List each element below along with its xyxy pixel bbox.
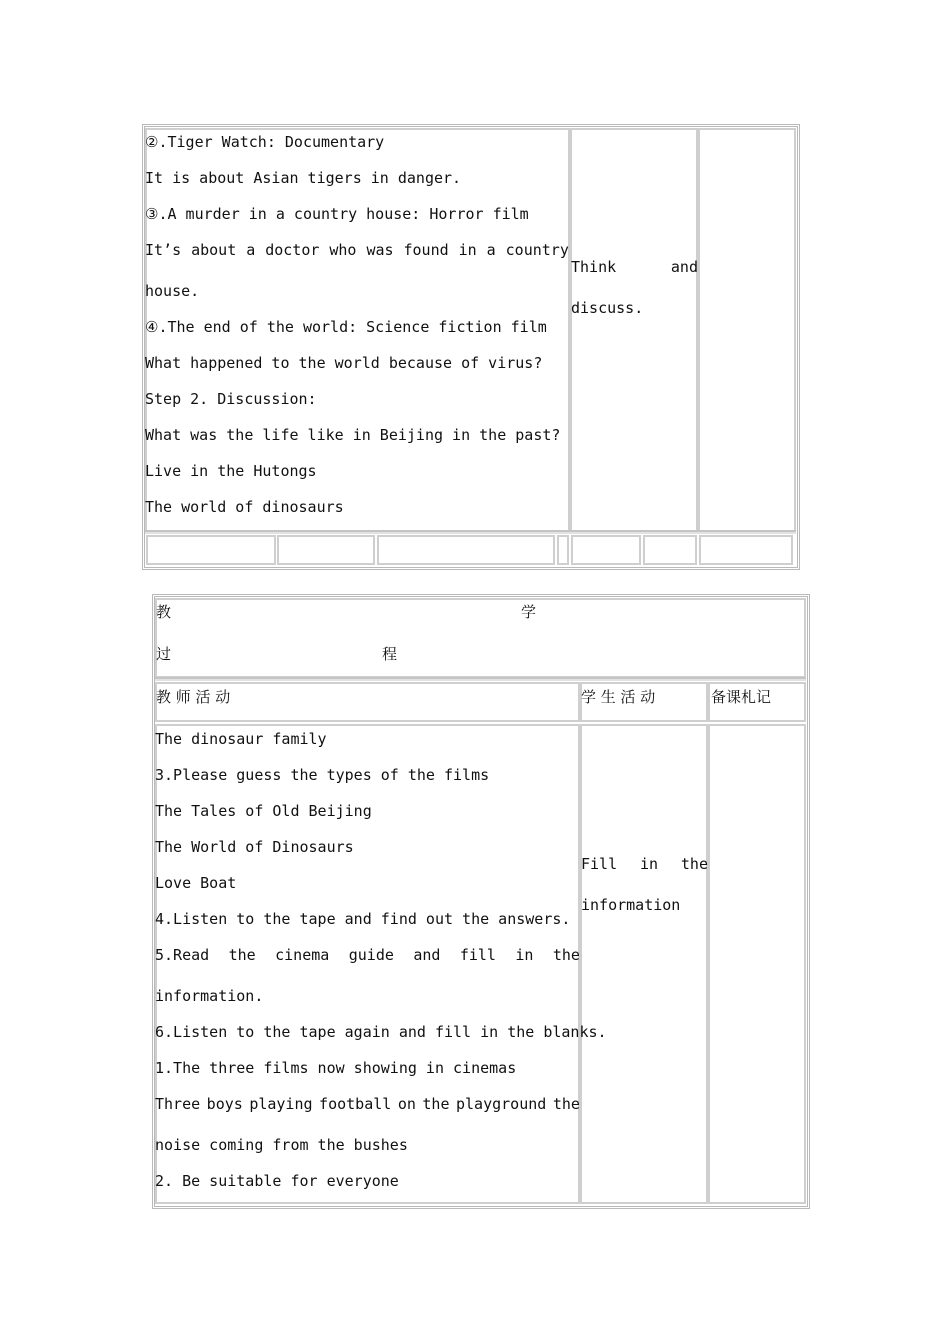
table-1-empty-cell bbox=[146, 535, 276, 565]
table-2-divider bbox=[155, 677, 806, 681]
student-activity-word: the bbox=[680, 855, 708, 873]
text-line: It is about Asian tigers in danger. bbox=[145, 169, 462, 187]
table-1-notes-cell bbox=[698, 128, 796, 532]
text-line: ②.Tiger Watch: Documentary bbox=[145, 133, 385, 151]
table-1-empty-cell bbox=[277, 535, 375, 565]
table-1-divider bbox=[145, 530, 796, 534]
table-1-empty-cell bbox=[557, 535, 569, 565]
table-2-header-cell bbox=[155, 598, 806, 678]
student-activity-line: discuss. bbox=[571, 299, 644, 317]
student-activity-line bbox=[571, 258, 698, 276]
word: playground bbox=[456, 1095, 547, 1113]
student-activity-line: information bbox=[581, 896, 681, 914]
column-header-notes: 备课札记 bbox=[711, 688, 772, 706]
text-line: information. bbox=[155, 987, 264, 1005]
student-activity-word: Think bbox=[571, 258, 617, 276]
word: in bbox=[515, 946, 534, 964]
student-activity-word: in bbox=[639, 855, 659, 873]
text-line: 3.Please guess the types of the films bbox=[155, 766, 490, 784]
table-1-empty-cell bbox=[643, 535, 697, 565]
text-line: Live in the Hutongs bbox=[145, 462, 317, 480]
column-header-teacher: 教 师 活 动 bbox=[156, 688, 231, 706]
word: cinema bbox=[275, 946, 330, 964]
text-line: The world of dinosaurs bbox=[145, 498, 344, 516]
text-line bbox=[155, 946, 580, 964]
table-1-empty-cell bbox=[571, 535, 641, 565]
text-line: ④.The end of the world: Science fiction film bbox=[145, 318, 547, 336]
text-line: What happened to the world because of virus? bbox=[145, 354, 543, 372]
word: found bbox=[403, 241, 449, 259]
text-line bbox=[145, 241, 569, 259]
text-line: What was the life like in Beijing in the past? bbox=[145, 426, 561, 444]
table-1-student-cell bbox=[570, 128, 698, 532]
table-1-empty-cell bbox=[699, 535, 793, 565]
word: 5.Read bbox=[155, 946, 210, 964]
word: the bbox=[228, 946, 256, 964]
text-line: Step 2. Discussion: bbox=[145, 390, 317, 408]
table-2-teacher-cell bbox=[155, 724, 580, 1204]
word: and bbox=[413, 946, 441, 964]
text-line bbox=[155, 1095, 580, 1113]
header-title-char: 程 bbox=[382, 645, 398, 663]
word: guide bbox=[348, 946, 394, 964]
word: fill bbox=[459, 946, 496, 964]
table-2-student-cell bbox=[580, 724, 708, 1204]
student-activity-line bbox=[581, 855, 708, 873]
text-line: house. bbox=[145, 282, 200, 300]
word: the bbox=[552, 1095, 580, 1113]
word: boys bbox=[206, 1095, 243, 1113]
word: doctor bbox=[265, 241, 320, 259]
text-line: The Tales of Old Beijing bbox=[155, 802, 372, 820]
word: playing bbox=[249, 1095, 313, 1113]
column-header-student: 学 生 活 动 bbox=[581, 688, 656, 706]
text-line: 4.Listen to the tape and find out the answers. bbox=[155, 910, 571, 928]
word: who bbox=[329, 241, 357, 259]
text-line: The World of Dinosaurs bbox=[155, 838, 354, 856]
text-line: noise coming from the bushes bbox=[155, 1136, 408, 1154]
table-1-empty-cell bbox=[377, 535, 555, 565]
text-line-justified bbox=[145, 241, 569, 259]
word: It’s bbox=[145, 241, 182, 259]
text-line: 6.Listen to the tape again and fill in the blanks. bbox=[155, 1023, 607, 1041]
text-line: Love Boat bbox=[155, 874, 237, 892]
word: football bbox=[319, 1095, 392, 1113]
word: a bbox=[246, 241, 256, 259]
word: the bbox=[422, 1095, 450, 1113]
header-title-char: 教 bbox=[156, 603, 172, 621]
text-line-justified bbox=[155, 946, 580, 964]
text-line: 2. Be suitable for everyone bbox=[155, 1172, 399, 1190]
text-line: ③.A murder in a country house: Horror film bbox=[145, 205, 529, 223]
word: was bbox=[366, 241, 394, 259]
word: the bbox=[552, 946, 580, 964]
word: a bbox=[486, 241, 496, 259]
header-title-char: 过 bbox=[156, 645, 172, 663]
student-activity-word: and bbox=[670, 258, 698, 276]
text-line-justified bbox=[155, 1095, 580, 1113]
word: on bbox=[397, 1095, 416, 1113]
table-2-notes-cell bbox=[708, 724, 806, 1204]
word: Three bbox=[155, 1095, 201, 1113]
word: in bbox=[458, 241, 477, 259]
student-activity-word: Fill bbox=[581, 855, 618, 873]
text-line: 1.The three films now showing in cinemas bbox=[155, 1059, 517, 1077]
text-line: The dinosaur family bbox=[155, 730, 327, 748]
word: about bbox=[191, 241, 237, 259]
word: country bbox=[505, 241, 569, 259]
header-title-char: 学 bbox=[521, 603, 537, 621]
